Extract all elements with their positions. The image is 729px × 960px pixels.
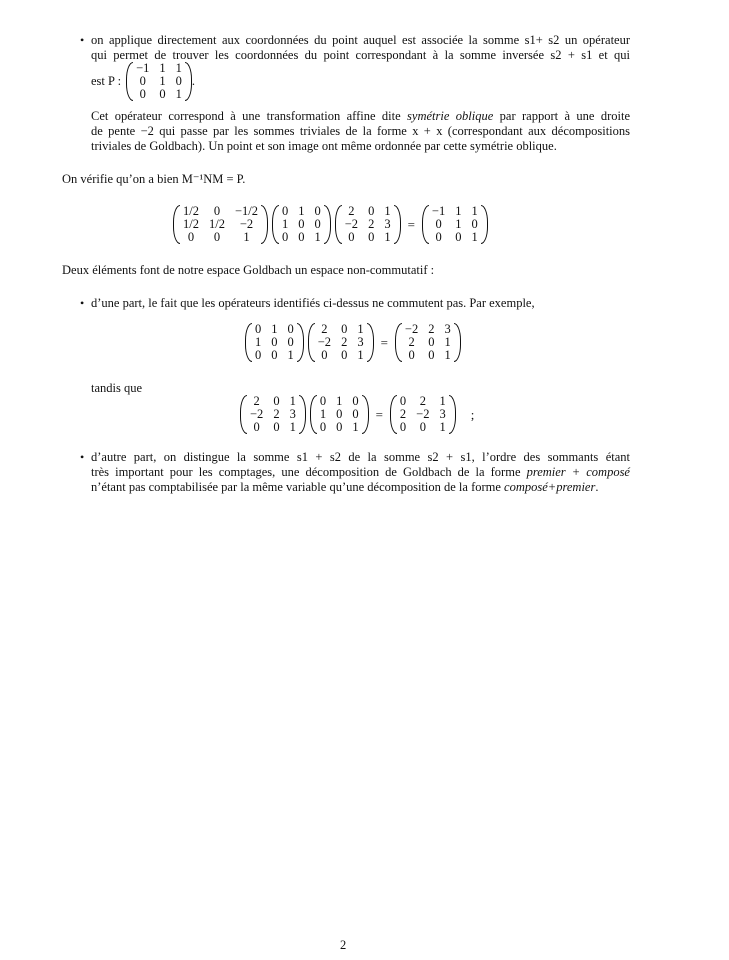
matrix-entry: 0 [471, 217, 478, 231]
matrix-entry: −2 [317, 335, 332, 349]
matrix-entry: 0 [213, 230, 221, 244]
matrix-entry: 1 [175, 87, 182, 101]
matrix-entries [247, 395, 299, 434]
matrix-entry: 3 [384, 217, 391, 231]
matrix-entry: 1 [314, 230, 321, 244]
matrix-result-b [390, 395, 456, 434]
matrix-entry: 0 [399, 394, 407, 408]
matrix-entry: 0 [352, 394, 359, 408]
matrix-entry: 1 [319, 407, 327, 421]
right-paren [454, 323, 461, 362]
period: . [191, 73, 196, 88]
matrix-N [310, 395, 369, 434]
matrix-entry: 0 [352, 407, 359, 421]
matrix-entry: 1/2 [183, 217, 199, 231]
matrix-entry: 1 [352, 420, 359, 434]
matrix-entry: −2 [250, 407, 264, 421]
matrix-entry: 0 [319, 394, 327, 408]
bullet3-line3 [91, 480, 636, 496]
matrix-entry: 0 [287, 335, 294, 349]
matrix-N [272, 205, 331, 244]
matrix-N [245, 323, 304, 362]
matrix-entry: 1 [357, 348, 364, 362]
bullet1-line2: qui permet de trouver les coordonnées du point correspondant à la somme inversée s2 + s1 et qui [91, 48, 630, 62]
matrix-entry: 0 [282, 230, 289, 244]
matrix-entry: 0 [273, 420, 280, 434]
matrix-entry: −1 [431, 204, 446, 218]
matrix-entries [315, 323, 367, 362]
matrix-entry: 1 [455, 217, 462, 231]
matrix-entry: 0 [321, 348, 328, 362]
right-paren [449, 395, 456, 434]
matrix-entry: 0 [341, 348, 348, 362]
deux-elements-statement: Deux éléments font de notre espace Goldbach un espace non-commutatif : [62, 263, 435, 277]
matrix-entry: 0 [287, 322, 294, 336]
para-text: . [595, 480, 599, 494]
matrix-P-result [422, 205, 488, 244]
matrix-entry: 1 [455, 204, 462, 218]
matrix-entry: 1 [336, 394, 343, 408]
matrix-entry: 2 [253, 394, 260, 408]
matrix-entry: 0 [271, 348, 278, 362]
matrix-entries [317, 395, 362, 434]
matrix-M [335, 205, 401, 244]
matrix-entry: 1 [159, 74, 166, 88]
matrix-entry: −1 [136, 61, 150, 75]
page-number: 2 [340, 938, 347, 952]
matrix-entry: 0 [435, 230, 442, 244]
left-paren [173, 205, 180, 244]
matrix-entry: 0 [399, 420, 407, 434]
left-paren [126, 62, 133, 101]
matrix-entries [279, 205, 324, 244]
matrix-entry: 2 [428, 322, 435, 336]
matrix-entry: 1 [384, 230, 391, 244]
matrix-M [308, 323, 374, 362]
matrix-entries [429, 205, 481, 244]
matrix-entry: 1 [175, 61, 182, 75]
tandis-que-label: tandis que [91, 381, 143, 395]
matrix-entry: 1 [271, 322, 278, 336]
matrix-entry: 1 [357, 322, 364, 336]
matrix-entry: 1/2 [208, 217, 225, 231]
matrix-entry: 0 [298, 230, 305, 244]
bullet2-line1: d’une part, le fait que les opérateurs identifiés ci-dessus ne commutent pas. Par exemple, [91, 296, 535, 310]
bullet1-line1: on applique directement aux coordonnées du point auquel est associée la somme s1+ s2 un opérateur [91, 33, 630, 47]
matrix-entry: 0 [139, 87, 146, 101]
matrix-entry: 1 [439, 420, 446, 434]
matrix-M [240, 395, 306, 434]
right-paren [362, 395, 369, 434]
matrix-entry: 1 [289, 394, 296, 408]
matrix-entry: 0 [175, 74, 182, 88]
right-paren [481, 205, 488, 244]
equation-example-b [240, 395, 477, 434]
emphasis-text: symétrie oblique [407, 109, 494, 123]
semicolon: ; [470, 406, 475, 422]
matrix-entry: 0 [341, 322, 348, 336]
matrix-entry: 0 [428, 335, 435, 349]
matrix-entry: 0 [314, 217, 321, 231]
matrix-entries [342, 205, 394, 244]
matrix-entry: 0 [187, 230, 195, 244]
matrix-entries [397, 395, 449, 434]
matrix-entry: 1/2 [183, 204, 199, 218]
para-text: Cet opérateur correspond à une transformation affine dite [91, 109, 408, 123]
matrix-entry: 3 [444, 322, 451, 336]
equals-sign: = [407, 216, 415, 232]
matrix-entry: 3 [439, 407, 446, 421]
matrix-entry: −1/2 [234, 204, 258, 218]
matrix-entry: 2 [341, 335, 348, 349]
matrix-result-a [395, 323, 461, 362]
right-paren [185, 62, 192, 101]
matrix-entry: 1 [444, 335, 451, 349]
right-paren [324, 205, 331, 244]
emphasis-text: composé+premier [504, 480, 596, 494]
equals-sign: = [375, 406, 383, 422]
matrix-entry: 3 [289, 407, 296, 421]
bullet1-para-line3: triviales de Goldbach). Un point et son image ont même ordonnée par cette symétrie oblique. [91, 139, 557, 153]
matrix-entry: 0 [314, 204, 321, 218]
matrix-entry: −2 [404, 322, 419, 336]
matrix-entry: 2 [348, 204, 355, 218]
matrix-entries [180, 205, 261, 244]
left-paren [310, 395, 317, 434]
bullet3-line2 [91, 465, 630, 481]
left-paren [390, 395, 397, 434]
matrix-entry: 1 [444, 348, 451, 362]
matrix-entry: 0 [271, 335, 278, 349]
matrix-entry: 3 [357, 335, 364, 349]
equals-sign: = [380, 334, 388, 350]
matrix-entry: 1 [384, 204, 391, 218]
matrix-entry: 1 [439, 394, 446, 408]
emphasis-text: premier + composé [526, 465, 630, 479]
matrix-entry: 0 [455, 230, 462, 244]
matrix-entry: 0 [139, 74, 146, 88]
matrix-entry: 0 [253, 420, 260, 434]
matrix-entry: 0 [159, 87, 166, 101]
matrix-entry: 0 [419, 420, 426, 434]
matrix-P [126, 62, 192, 101]
matrix-entry: 2 [399, 407, 407, 421]
matrix-entry: −2 [416, 407, 430, 421]
left-paren [422, 205, 429, 244]
matrix-entry: 0 [255, 348, 262, 362]
bullet-marker: • [80, 33, 85, 47]
right-paren [261, 205, 268, 244]
right-paren [297, 323, 304, 362]
para-text: n’étant pas comptabilisée par la même variable qu’une décomposition de la forme [91, 480, 505, 494]
matrix-entry: 0 [348, 230, 355, 244]
matrix-entry: 0 [319, 420, 327, 434]
matrix-entry: 0 [428, 348, 435, 362]
para-text: par rapport à une droite [493, 109, 631, 123]
matrix-entry: 0 [298, 217, 305, 231]
matrix-entry: 1 [243, 230, 250, 244]
matrix-entry: 1 [289, 420, 296, 434]
right-paren [367, 323, 374, 362]
right-paren [394, 205, 401, 244]
matrix-entries [402, 323, 454, 362]
bullet1-para-line1 [91, 109, 630, 125]
equation-example-a [245, 323, 461, 362]
matrix-entry: 2 [408, 335, 415, 349]
verify-statement: On vérifie qu’on a bien M⁻¹NM = P. [62, 172, 246, 186]
para-text: très important pour les comptages, une décomposition de Goldbach de la forme [91, 465, 527, 479]
bullet-marker: • [80, 296, 85, 310]
matrix-entry: 1 [255, 335, 262, 349]
left-paren [335, 205, 342, 244]
est-p-label: est P : [91, 73, 122, 88]
matrix-entry: 2 [368, 217, 375, 231]
right-paren [299, 395, 306, 434]
left-paren [308, 323, 315, 362]
matrix-entry: 2 [321, 322, 328, 336]
matrix-entry: 0 [255, 322, 262, 336]
bullet1-para-line2: de pente −2 qui passe par les sommes triviales de la forme x + x (correspondant aux décompositions [91, 124, 630, 138]
matrix-P-block [91, 62, 195, 101]
matrix-entries [252, 323, 297, 362]
matrix-entry: 1 [282, 217, 289, 231]
matrix-entry: 1 [471, 230, 478, 244]
matrix-entry: 1 [298, 204, 305, 218]
matrix-entry: 2 [419, 394, 426, 408]
left-paren [245, 323, 252, 362]
matrix-entry: 1 [471, 204, 478, 218]
matrix-entry: 0 [408, 348, 415, 362]
matrix-entry: 0 [273, 394, 280, 408]
matrix-M-inverse [173, 205, 268, 244]
left-paren [395, 323, 402, 362]
matrix-entry: 0 [368, 230, 375, 244]
equation-verification [173, 205, 488, 244]
matrix-entry: 0 [435, 217, 442, 231]
matrix-entry: 0 [336, 420, 343, 434]
bullet-marker: • [80, 450, 85, 464]
matrix-entry: 0 [368, 204, 375, 218]
matrix-entry: 0 [282, 204, 289, 218]
bullet3-line1: d’autre part, on distingue la somme s1 + s2 de la somme s2 + s1, l’ordre des sommants étant [91, 450, 630, 464]
matrix-entry: 0 [336, 407, 343, 421]
matrix-entry: 0 [213, 204, 221, 218]
left-paren [240, 395, 247, 434]
matrix-entry: −2 [239, 217, 254, 231]
matrix-entries [133, 62, 185, 101]
left-paren [272, 205, 279, 244]
matrix-entry: −2 [344, 217, 359, 231]
matrix-entry: 1 [287, 348, 294, 362]
matrix-entry: 1 [159, 61, 166, 75]
matrix-entry: 2 [273, 407, 280, 421]
